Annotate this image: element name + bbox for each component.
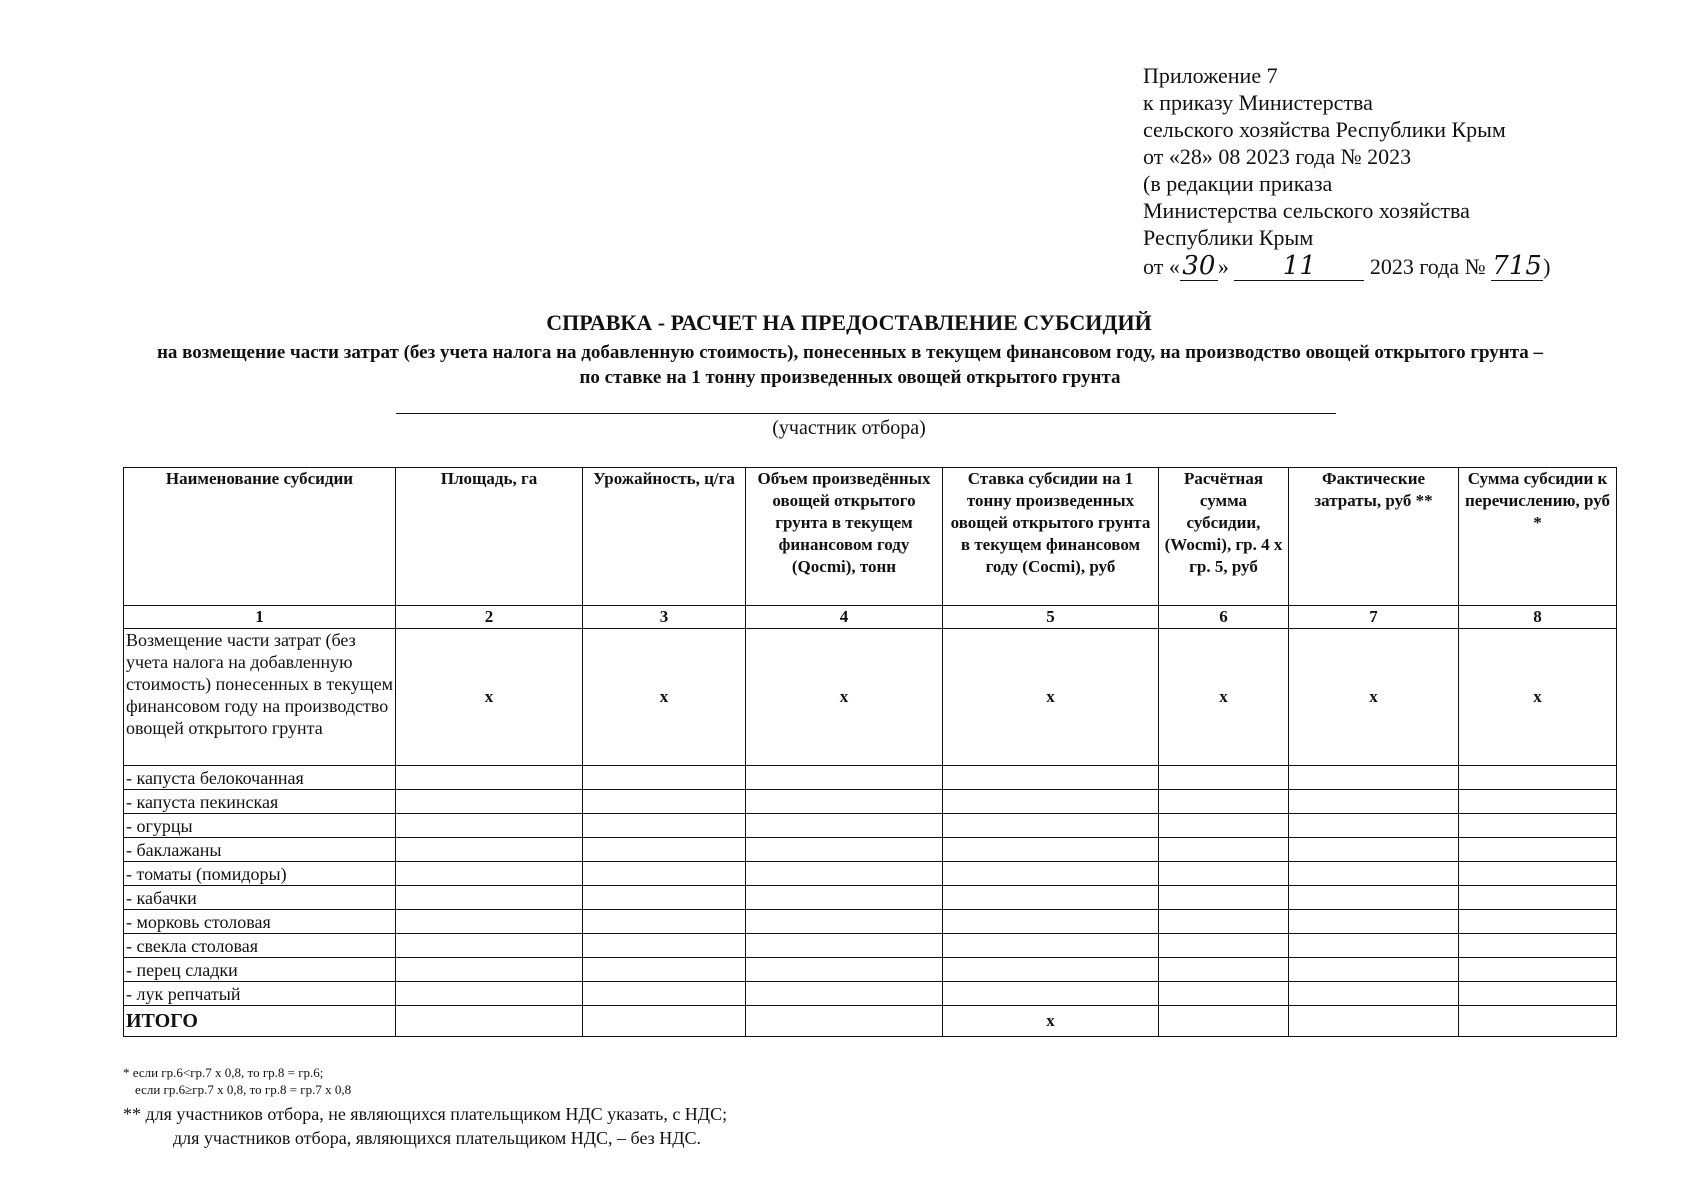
appendix-line: к приказу Министерства [1143, 90, 1373, 115]
year-text: 2023 года № [1369, 254, 1486, 279]
appendix-line: Республики Крым [1143, 225, 1314, 250]
header-area: Площадь, га [396, 468, 583, 606]
table-cell [1289, 910, 1459, 934]
table-cell [746, 934, 943, 958]
table-cell [396, 886, 583, 910]
handwritten-month: 11 [1234, 253, 1364, 281]
table-cell [1159, 838, 1289, 862]
table-cell [746, 814, 943, 838]
table-cell [746, 982, 943, 1006]
table-cell [583, 958, 746, 982]
crop-name: - лук репчатый [124, 982, 396, 1006]
date-prefix: от « [1143, 254, 1180, 279]
table-cell [396, 982, 583, 1006]
table-row [124, 958, 1617, 982]
table-cell [1459, 958, 1617, 982]
table-cell [1159, 982, 1289, 1006]
date-suffix: ) [1543, 254, 1551, 279]
header-transfer-sum: Сумма субсидии к перечислению, руб * [1459, 468, 1617, 606]
footnote-star1 [123, 1064, 351, 1098]
table-cell [943, 910, 1159, 934]
footnote-line: ** для участников отбора, не являющихся плательщиком НДС указать, с НДС; [123, 1104, 728, 1124]
table-cell [746, 910, 943, 934]
table-row [124, 838, 1617, 862]
crop-name: - томаты (помидоры) [124, 862, 396, 886]
table-row [124, 862, 1617, 886]
date-mid: » [1217, 254, 1229, 279]
table-cell [746, 838, 943, 862]
column-number: 5 [943, 606, 1159, 629]
participant-label: (участник отбора) [772, 417, 926, 439]
table-cell [943, 982, 1159, 1006]
table-cell: x [396, 629, 583, 766]
table-cell: x [1289, 629, 1459, 766]
table-cell [746, 1006, 943, 1037]
table-cell [583, 982, 746, 1006]
table-cell [1159, 910, 1289, 934]
table-cell [1459, 838, 1617, 862]
column-number: 1 [124, 606, 396, 629]
table-cell [396, 1006, 583, 1037]
total-row [124, 1006, 1617, 1037]
table-cell [1289, 1006, 1459, 1037]
table-row [124, 886, 1617, 910]
header-calculated-sum: Расчётная сумма субсидии, (Wocmi), гр. 4 х гр. 5, руб [1159, 468, 1289, 606]
table-cell [1289, 838, 1459, 862]
column-number: 3 [583, 606, 746, 629]
table-cell [746, 886, 943, 910]
table-cell [943, 766, 1159, 790]
table-cell [396, 838, 583, 862]
crop-name: - капуста пекинская [124, 790, 396, 814]
appendix-block [1143, 62, 1663, 281]
table-cell [1289, 790, 1459, 814]
table-cell [396, 766, 583, 790]
crop-name: - огурцы [124, 814, 396, 838]
table-cell [396, 790, 583, 814]
table-cell [746, 862, 943, 886]
document-subtitle: на возмещение части затрат (без учета налога на добавленную стоимость), понесенных в текущем финансовом году, на производство овощей открытого грунта – по ставке на 1 тонну произведенных овощей открытого грунта [156, 342, 1544, 388]
table-cell [1459, 814, 1617, 838]
table-cell [583, 886, 746, 910]
footnote-line: если гр.6≥гр.7 х 0,8, то гр.8 = гр.7 х 0,8 [135, 1082, 352, 1097]
table-cell [396, 958, 583, 982]
table-row [124, 790, 1617, 814]
table-cell [396, 910, 583, 934]
table-cell [1459, 886, 1617, 910]
table-cell [1159, 862, 1289, 886]
column-number: 8 [1459, 606, 1617, 629]
table-cell [583, 862, 746, 886]
column-number: 2 [396, 606, 583, 629]
table-cell [943, 838, 1159, 862]
footnote-star2 [123, 1102, 727, 1150]
table-cell [396, 814, 583, 838]
table-cell [1459, 766, 1617, 790]
crop-name: - баклажаны [124, 838, 396, 862]
table-cell [1289, 934, 1459, 958]
appendix-line: от «28» 08 2023 года № 2023 [1143, 144, 1412, 169]
table-row [124, 814, 1617, 838]
table-cell [1289, 814, 1459, 838]
table-cell [1159, 766, 1289, 790]
table-cell [583, 1006, 746, 1037]
footnote-line: для участников отбора, являющихся плательщиком НДС, – без НДС. [173, 1128, 702, 1148]
appendix-line: (в редакции приказа [1143, 171, 1333, 196]
table-row [124, 934, 1617, 958]
table-cell [583, 934, 746, 958]
table-cell [396, 862, 583, 886]
table-cell [1289, 766, 1459, 790]
table-cell: x [1459, 629, 1617, 766]
table-cell [1459, 982, 1617, 1006]
crop-name: - свекла столовая [124, 934, 396, 958]
header-name: Наименование субсидии [124, 468, 396, 606]
table-cell [1159, 814, 1289, 838]
table-cell: x [746, 629, 943, 766]
crop-name: - перец сладки [124, 958, 396, 982]
table-cell [1459, 934, 1617, 958]
participant-underline [396, 413, 1336, 414]
table-cell [1289, 862, 1459, 886]
total-label: ИТОГО [124, 1006, 396, 1037]
crop-name: - морковь столовая [124, 910, 396, 934]
appendix-line: Приложение 7 [1143, 63, 1278, 88]
table-cell [1159, 934, 1289, 958]
header-volume: Объем произведённых овощей открытого грунта в текущем финансовом году (Qocmi), тонн [746, 468, 943, 606]
table-cell [943, 958, 1159, 982]
table-cell [1159, 886, 1289, 910]
table-row [124, 766, 1617, 790]
table-row [124, 982, 1617, 1006]
document-title: СПРАВКА - РАСЧЕТ НА ПРЕДОСТАВЛЕНИЕ СУБСИДИЙ [546, 310, 1152, 335]
main-row-name: Возмещение части затрат (без учета налога на добавленную стоимость) понесенных в текущем финансовом году на производство овощей открытого грунта [124, 629, 396, 766]
table-cell: x [943, 629, 1159, 766]
subsidy-table [123, 467, 1617, 1037]
table-cell [1459, 910, 1617, 934]
total-col5-cell: x [943, 1006, 1159, 1037]
table-cell [1459, 790, 1617, 814]
table-cell [1459, 862, 1617, 886]
handwritten-day: 30 [1180, 253, 1218, 281]
table-row [124, 629, 1617, 766]
table-cell [746, 766, 943, 790]
table-cell [1159, 1006, 1289, 1037]
table-cell [943, 934, 1159, 958]
table-cell [1289, 982, 1459, 1006]
column-number: 4 [746, 606, 943, 629]
table-cell [943, 862, 1159, 886]
table-cell [583, 910, 746, 934]
header-actual-costs: Фактические затраты, руб ** [1289, 468, 1459, 606]
table-cell [396, 934, 583, 958]
crop-name: - капуста белокочанная [124, 766, 396, 790]
table-cell [943, 790, 1159, 814]
table-cell [1289, 958, 1459, 982]
table-cell [1159, 790, 1289, 814]
column-number: 6 [1159, 606, 1289, 629]
table-cell [1459, 1006, 1617, 1037]
table-cell [583, 790, 746, 814]
handwritten-number: 715 [1492, 251, 1542, 281]
table-cell: x [1159, 629, 1289, 766]
header-rate: Ставка субсидии на 1 тонну произведенных овощей открытого грунта в текущем финансовом году (Cocmi), руб [943, 468, 1159, 606]
appendix-line: Министерства сельского хозяйства [1143, 198, 1470, 223]
header-yield: Урожайность, ц/га [583, 468, 746, 606]
table-cell [746, 790, 943, 814]
footnote-line: * если гр.6<гр.7 х 0,8, то гр.8 = гр.6; [123, 1065, 324, 1080]
table-row [124, 910, 1617, 934]
table-cell [746, 958, 943, 982]
table-cell [583, 838, 746, 862]
table-cell [583, 814, 746, 838]
table-cell [1159, 958, 1289, 982]
appendix-amendment-date [1143, 253, 1663, 281]
crop-name: - кабачки [124, 886, 396, 910]
column-number: 7 [1289, 606, 1459, 629]
table-cell [583, 766, 746, 790]
table-cell [943, 814, 1159, 838]
table-cell: x [583, 629, 746, 766]
table-cell [1289, 886, 1459, 910]
appendix-line: сельского хозяйства Республики Крым [1143, 117, 1506, 142]
table-cell [943, 886, 1159, 910]
